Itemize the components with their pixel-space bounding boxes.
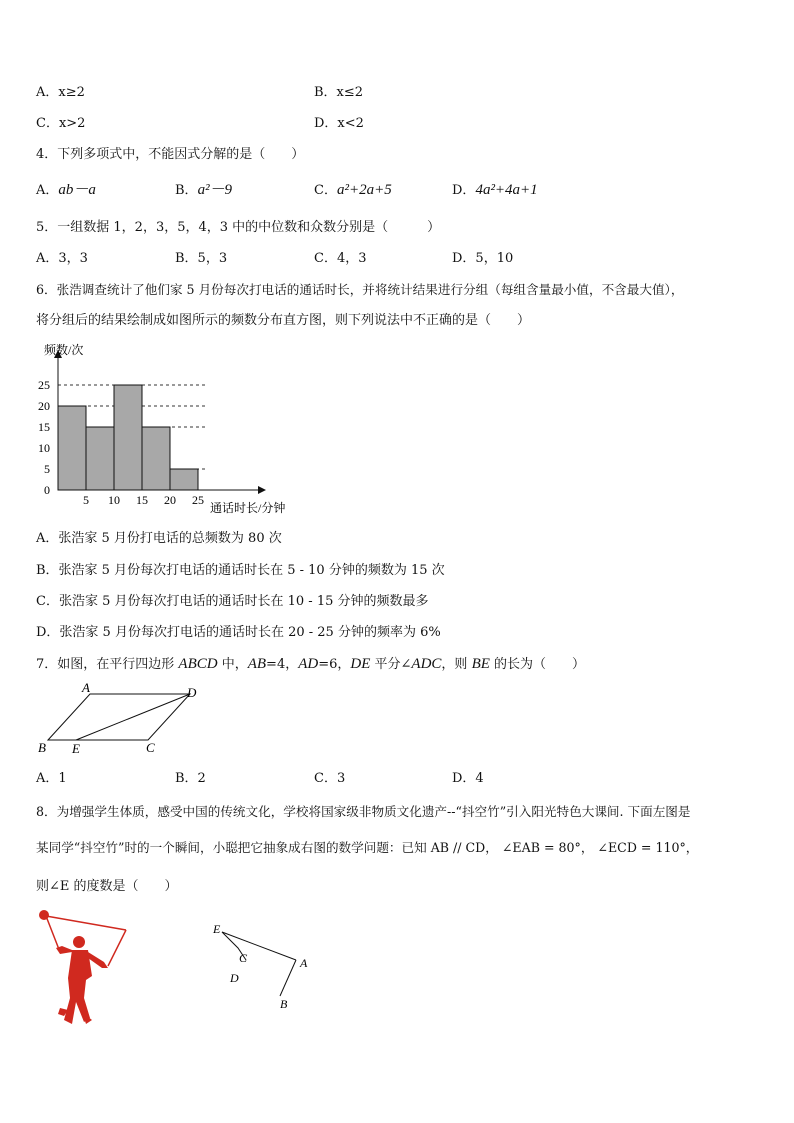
segment-de [76,694,190,740]
x-axis-arrow [258,486,266,494]
angle-figure [200,916,320,1016]
q4-option-b: B．a²－9 [175,182,233,198]
q7-stem: 7．如图，在平行四边形 ABCD 中，AB=4，AD=6，DE 平分∠ADC，则 BE 的长为（ ） [36,656,586,672]
q3-option-a: A．x≥2 [36,85,85,100]
q3-option-b: B．x≤2 [314,85,364,100]
y-tick-label: 10 [38,441,50,455]
q7-option-a: A．1 [36,771,67,786]
x-tick-label: 20 [164,493,176,507]
segment-ea [222,932,296,960]
segment-ab [280,960,296,996]
q6-option-b: B．张浩家 5 月份每次打电话的通话时长在 5 - 10 分钟的频数为 15 次 [36,563,445,578]
frequency-histogram [30,340,310,520]
q8-stem-line2: 某同学“抖空竹”时的一个瞬间，小聪把它抽象成右图的数学问题：已知 AB // CD， ∠EAB = 80°， ∠ECD = 110°， [36,840,699,855]
histogram-bar-15-20 [142,427,170,490]
x-tick-label: 15 [136,493,148,507]
q4-option-c-expr: a²+2a+5 [336,182,392,198]
diabolo-player-illustration [34,906,134,1030]
q7-option-c: C．3 [314,771,346,786]
label-e: E [72,741,80,756]
y-axis-label: 频数/次 [44,343,84,357]
label-b: B [38,740,46,755]
q8-stem-line3: 则∠E 的度数是（ ） [36,879,178,894]
q6-stem-line1: 6．张浩调查统计了他们家 5 月份每次打电话的通话时长，并将统计结果进行分组（每组含量最小值，不含最大值）， [36,282,684,297]
q7-option-b: B．2 [175,771,206,786]
x-tick-label: 25 [192,493,204,507]
label-d: D [187,685,197,700]
y-tick-label: 20 [38,399,50,413]
x-axis-label: 通话时长/分钟 [210,501,286,515]
label-b: B [280,997,288,1011]
q5-option-b: B．5，3 [175,251,228,266]
label-c: C [239,951,248,965]
y-tick-label: 15 [38,420,50,434]
label-d: D [230,971,239,985]
histogram-bar-5-10 [86,427,114,490]
y-tick-label: 25 [38,378,50,392]
q3-option-d: D．x<2 [314,116,364,131]
q6-stem-line2: 将分组后的结果绘制成如图所示的频数分布直方图，则下列说法中不正确的是（ ） [36,313,531,328]
parallelogram-abcd [48,694,190,740]
q4-stem: 4．下列多项式中，不能因式分解的是（ ） [36,147,305,162]
q4-option-c: C．a²+2a+5 [314,182,392,198]
q5-option-c: C．4，3 [314,251,367,266]
histogram-bar-20-25 [170,469,198,490]
y-tick-label: 5 [44,462,50,476]
q6-option-a: A．张浩家 5 月份打电话的总频数为 80 次 [36,531,282,546]
label-e: E [213,922,221,936]
x-tick-label: 5 [83,493,89,507]
q7-option-d: D．4 [452,771,484,786]
q5-stem: 5．一组数据 1，2，3，5，4，3 中的中位数和众数分别是（ ） [36,220,441,235]
label-a: A [82,680,90,695]
parallelogram-figure [30,680,210,760]
q8-stem-line1: 8．为增强学生体质，感受中国的传统文化，学校将国家级非物质文化遗产--“抖空竹”引入阳光特色大课间. 下面左图是 [36,804,691,819]
histogram-bar-0-5 [58,406,86,490]
histogram-bar-10-15 [114,385,142,490]
q4-option-d: D．4a²+4a+1 [452,182,538,198]
q4-option-b-expr: a²－9 [197,182,233,198]
x-tick-label: 10 [108,493,120,507]
q6-option-d: D．张浩家 5 月份每次打电话的通话时长在 20 - 25 分钟的频率为 6% [36,625,441,640]
y-tick-label: 0 [44,483,50,497]
label-a: A [300,956,308,970]
q5-option-a: A．3，3 [36,251,88,266]
q3-option-c: C．x>2 [36,116,86,131]
q5-option-d: D．5，10 [452,251,514,266]
q4-option-d-expr: 4a²+4a+1 [475,182,538,198]
q6-option-c: C．张浩家 5 月份每次打电话的通话时长在 10 - 15 分钟的频数最多 [36,594,429,609]
label-c: C [146,740,155,755]
q4-option-a-expr: ab－a [58,182,96,198]
q4-option-a: A．ab－a [36,182,96,198]
